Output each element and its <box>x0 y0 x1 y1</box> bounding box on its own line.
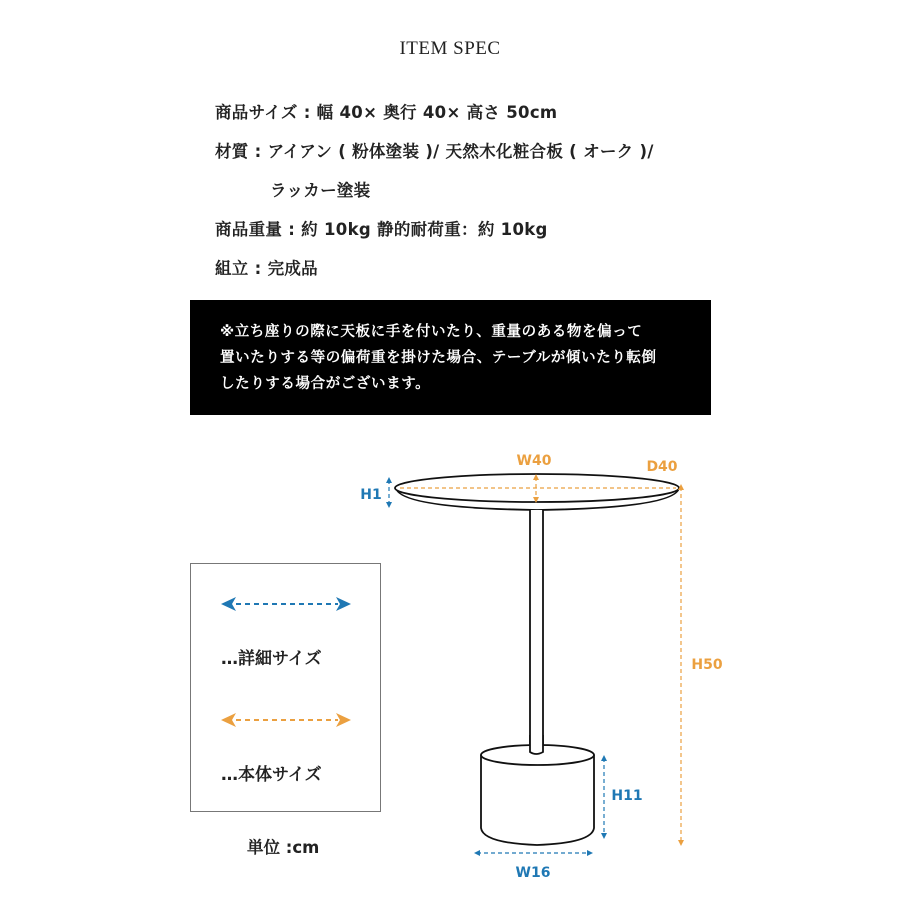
legend-body-size-label: …本体サイズ <box>221 765 322 785</box>
dim-base-height: H11 <box>611 788 643 804</box>
spec-assembly: 組立 : 完成品 <box>215 259 318 278</box>
dim-top-width: W40 <box>516 453 552 469</box>
table-stem-drawing <box>530 510 543 754</box>
dim-base-width: W16 <box>515 865 551 881</box>
spec-size: 商品サイズ : 幅 40× 奥行 40× 高さ 50cm <box>215 103 558 122</box>
legend-detail-size-label: …詳細サイズ <box>221 649 322 669</box>
page-title: ITEM SPEC <box>399 38 501 59</box>
notice-line-3: したりする場合がございます。 <box>220 376 431 392</box>
dim-top-thickness: H1 <box>360 487 382 503</box>
notice-line-1: ※立ち座りの際に天板に手を付いたり、重量のある物を偏って <box>220 324 643 340</box>
table-base-drawing <box>481 735 594 845</box>
spec-material: 材質 : アイアン ( 粉体塗装 )/ 天然木化粧合板 ( オーク )/ <box>215 142 654 161</box>
unit-label: 単位 :cm <box>247 838 320 857</box>
dim-total-height: H50 <box>691 657 723 673</box>
spec-weight: 商品重量 : 約 10kg 静的耐荷重：約 10kg <box>215 220 548 239</box>
notice-line-2: 置いたりする等の偏荷重を掛けた場合、テーブルが傾いたり転倒 <box>220 350 657 366</box>
dim-top-depth: D40 <box>646 459 678 475</box>
spec-material-continuation: ラッカー塗装 <box>270 181 371 200</box>
